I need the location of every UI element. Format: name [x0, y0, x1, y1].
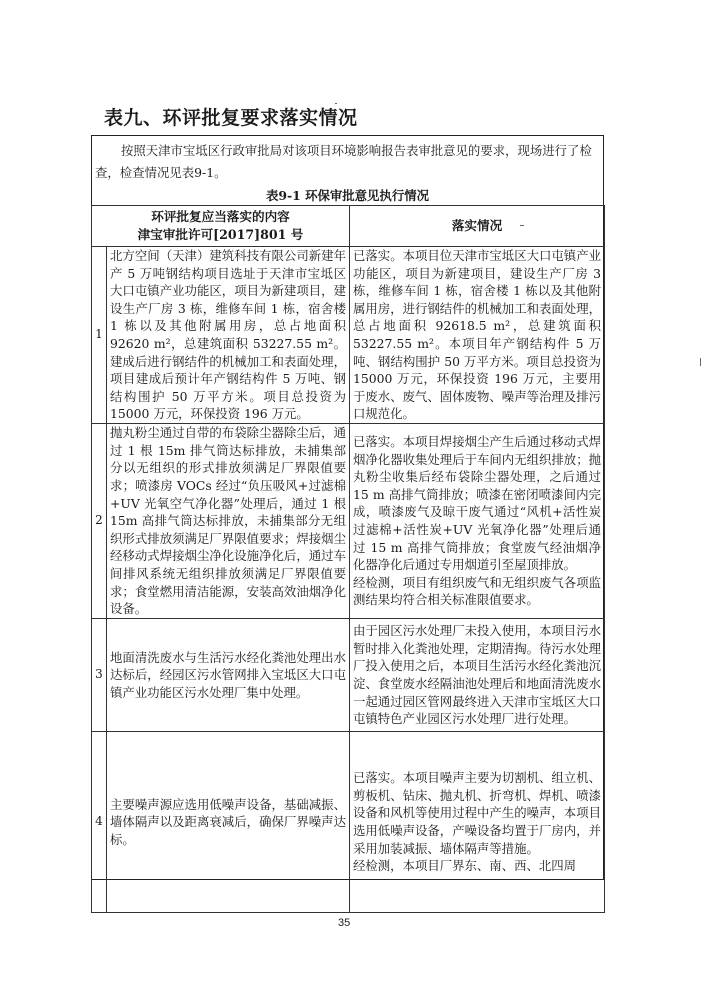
result-paragraph: 经检测，项目有组织废气和无组织废气各项监测结果均符合相关标准限值要求。: [353, 574, 601, 608]
requirement-header: [92, 206, 350, 247]
table-row: [92, 247, 605, 424]
scan-speck: [335, 103, 337, 104]
scan-speck: [520, 225, 524, 226]
requirement-cell: 主要噪声源应选用低噪声设备，基础减振、墙体隔声以及距离衰减后，确保厂界噪声达标。: [107, 731, 350, 912]
approval-table: [91, 205, 605, 913]
result-header: 落实情况: [350, 206, 605, 247]
result-paragraph: 已落实。本项目位天津市宝坻区大口屯镇产业功能区，项目为新建项目，建设生产厂房 3 栋，维修车间 1 栋，宿舍楼 1 栋以及其他附属用房，进行钢结件的机械加工和表面处理，总占地面积 92618.5 m²，总建筑面积 53227.55 m²。本项目年产钢结构件 5 万吨、钢结构围护 50 万平方米。项目总投资为 15000 万元，环保投资 196 万元，主要用于废水、废气、固体废物、噪声等治理及排污口规范化。: [353, 248, 601, 422]
result-paragraph: 已落实。本项目焊接烟尘产生后通过移动式焊烟净化器收集处理后于车间内无组织排放；抛丸粉尘收集后经布袋除尘器处理，之后通过 15 m 高排气筒排放；喷漆在密闭喷漆间内完成，喷漆废气及晾干废气通过“风机+活性炭过滤棉+活性炭+UV 光氧净化器”处理后通过 15 m 高排气筒排放；食堂废气经油烟净化器净化后通过专用烟道引至屋顶排放。: [353, 433, 601, 573]
result-cell: [350, 618, 605, 731]
page-number: 35: [338, 917, 351, 929]
table-caption: 表9-1 环保审批意见执行情况: [266, 188, 429, 203]
requirement-header-line2: 津宝审批许可[2017]801 号: [137, 227, 304, 242]
requirement-cell: 地面清洗废水与生活污水经化粪池处理出水达标后，经园区污水管网排入宝坻区大口屯镇产业功能区污水处理厂集中处理。: [107, 618, 350, 731]
requirement-cell: 抛丸粉尘通过自带的布袋除尘器除尘后，通过 1 根 15m 排气筒达标排放，未捕集部分以无组织的形式排放须满足厂界限值要求；喷漆房 VOCs 经过“负压吸风+过滤棉+UV 光氧空气净化器”处理后，通过 1 根 15m 高排气筒达标排放，未捕集部分无组织形式排放须满足厂界限值要求；焊接烟尘经移动式焊接烟尘净化设施净化后，通过车间排风系统无组织排放须满足厂界限值要求；食堂燃用清洁能源，安装高效油烟净化设备。: [107, 423, 350, 618]
table-header-row: [92, 206, 605, 247]
result-cell: [350, 423, 605, 618]
row-number: 3: [92, 618, 107, 731]
row-number: 2: [92, 423, 107, 618]
result-paragraph: 已落实。本项目噪声主要为切割机、组立机、剪板机、钻床、抛丸机、折弯机、焊机、喷漆设备和风机等使用过程中产生的噪声，本项目选用低噪声设备，产噪设备均置于厂房内，并采用加装减振、墙体隔声等措施。: [353, 770, 601, 856]
result-cell: [350, 247, 605, 424]
row-number: 4: [92, 731, 107, 912]
result-paragraph: 由于园区污水处理厂未投入使用，本项目污水暂时排入化粪池处理，定期清掏。待污水处理厂投入使用之后，本项目生活污水经化粪池沉淀、食堂废水经隔油池处理后和地面清洗废水一起通过园区管网最终进入天津市宝坻区大口屯镇特色产业园区污水处理厂进行处理。: [353, 623, 601, 727]
table-row: [92, 423, 605, 618]
scan-speck: [700, 358, 701, 366]
row-number: 1: [92, 247, 107, 424]
requirement-header-line1: 环评批复应当落实的内容: [151, 209, 290, 224]
requirement-cell: 北方空间（天津）建筑科技有限公司新建年产 5 万吨钢结构项目选址于天津市宝坻区大口屯镇产业功能区，项目为新建项目，建设生产厂房 3 栋，维修车间 1 栋，宿舍楼 1 栋以及其他附属用房，总占地面积 92620 m²，总建筑面积 53227.55 m²。建成后进行钢结件的机械加工和表面处理，项目建成后预计年产钢结构件 5 万吨、钢结构围护 50 万平方米。项目总投资为 15000 万元，环保投资 196 万元。: [107, 247, 350, 424]
table-row: [92, 618, 605, 731]
result-cell: [350, 731, 605, 912]
intro-text: 按照天津市宝坻区行政审批局对该项目环境影响报告表审批意见的要求，现场进行了检查，检查情况见表9-1。: [95, 143, 592, 180]
result-paragraph: 经检测，本项目厂界东、南、西、北四周: [353, 858, 577, 874]
table-row: [92, 731, 605, 912]
section-heading: 表九、环评批复要求落实情况: [104, 107, 358, 129]
intro-paragraph: [91, 140, 604, 184]
